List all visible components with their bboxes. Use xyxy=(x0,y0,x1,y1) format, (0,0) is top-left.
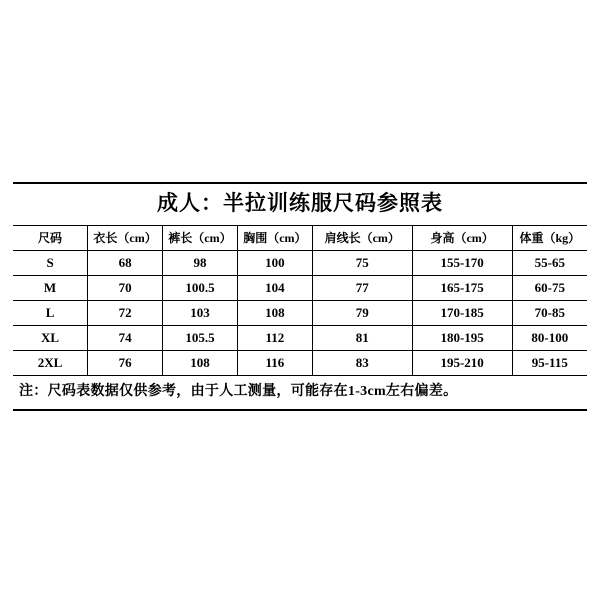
page-title: 成人：半拉训练服尺码参照表 xyxy=(13,184,587,226)
cell-height: 165-175 xyxy=(412,276,512,301)
cell-weight: 55-65 xyxy=(512,251,587,276)
cell-shoulder: 81 xyxy=(312,326,412,351)
column-header-shoulder: 肩线长（cm） xyxy=(312,226,412,251)
table-row xyxy=(13,326,587,351)
cell-size: M xyxy=(13,276,88,301)
column-header-chest: 胸围（cm） xyxy=(237,226,312,251)
cell-length: 76 xyxy=(88,351,163,376)
cell-chest: 104 xyxy=(237,276,312,301)
column-header-pants-length: 裤长（cm） xyxy=(163,226,238,251)
cell-chest: 108 xyxy=(237,301,312,326)
cell-pants-length: 108 xyxy=(163,351,238,376)
cell-length: 70 xyxy=(88,276,163,301)
cell-shoulder: 79 xyxy=(312,301,412,326)
cell-height: 180-195 xyxy=(412,326,512,351)
column-header-weight: 体重（kg） xyxy=(512,226,587,251)
cell-height: 195-210 xyxy=(412,351,512,376)
cell-length: 74 xyxy=(88,326,163,351)
size-table xyxy=(13,226,587,375)
cell-size: L xyxy=(13,301,88,326)
cell-chest: 100 xyxy=(237,251,312,276)
cell-pants-length: 103 xyxy=(163,301,238,326)
column-header-length: 衣长（cm） xyxy=(88,226,163,251)
cell-weight: 80-100 xyxy=(512,326,587,351)
cell-pants-length: 100.5 xyxy=(163,276,238,301)
cell-weight: 70-85 xyxy=(512,301,587,326)
table-header-row xyxy=(13,226,587,251)
table-row xyxy=(13,251,587,276)
cell-chest: 112 xyxy=(237,326,312,351)
cell-size: 2XL xyxy=(13,351,88,376)
cell-length: 68 xyxy=(88,251,163,276)
cell-weight: 95-115 xyxy=(512,351,587,376)
cell-shoulder: 83 xyxy=(312,351,412,376)
cell-height: 170-185 xyxy=(412,301,512,326)
cell-weight: 60-75 xyxy=(512,276,587,301)
column-header-height: 身高（cm） xyxy=(412,226,512,251)
cell-size: S xyxy=(13,251,88,276)
table-row xyxy=(13,351,587,376)
cell-shoulder: 77 xyxy=(312,276,412,301)
cell-shoulder: 75 xyxy=(312,251,412,276)
column-header-size: 尺码 xyxy=(13,226,88,251)
table-row xyxy=(13,301,587,326)
cell-chest: 116 xyxy=(237,351,312,376)
cell-pants-length: 105.5 xyxy=(163,326,238,351)
table-row xyxy=(13,276,587,301)
chart-note: 注：尺码表数据仅供参考，由于人工测量，可能存在1-3cm左右偏差。 xyxy=(13,375,587,409)
cell-height: 155-170 xyxy=(412,251,512,276)
size-chart xyxy=(13,182,587,411)
cell-length: 72 xyxy=(88,301,163,326)
cell-size: XL xyxy=(13,326,88,351)
cell-pants-length: 98 xyxy=(163,251,238,276)
